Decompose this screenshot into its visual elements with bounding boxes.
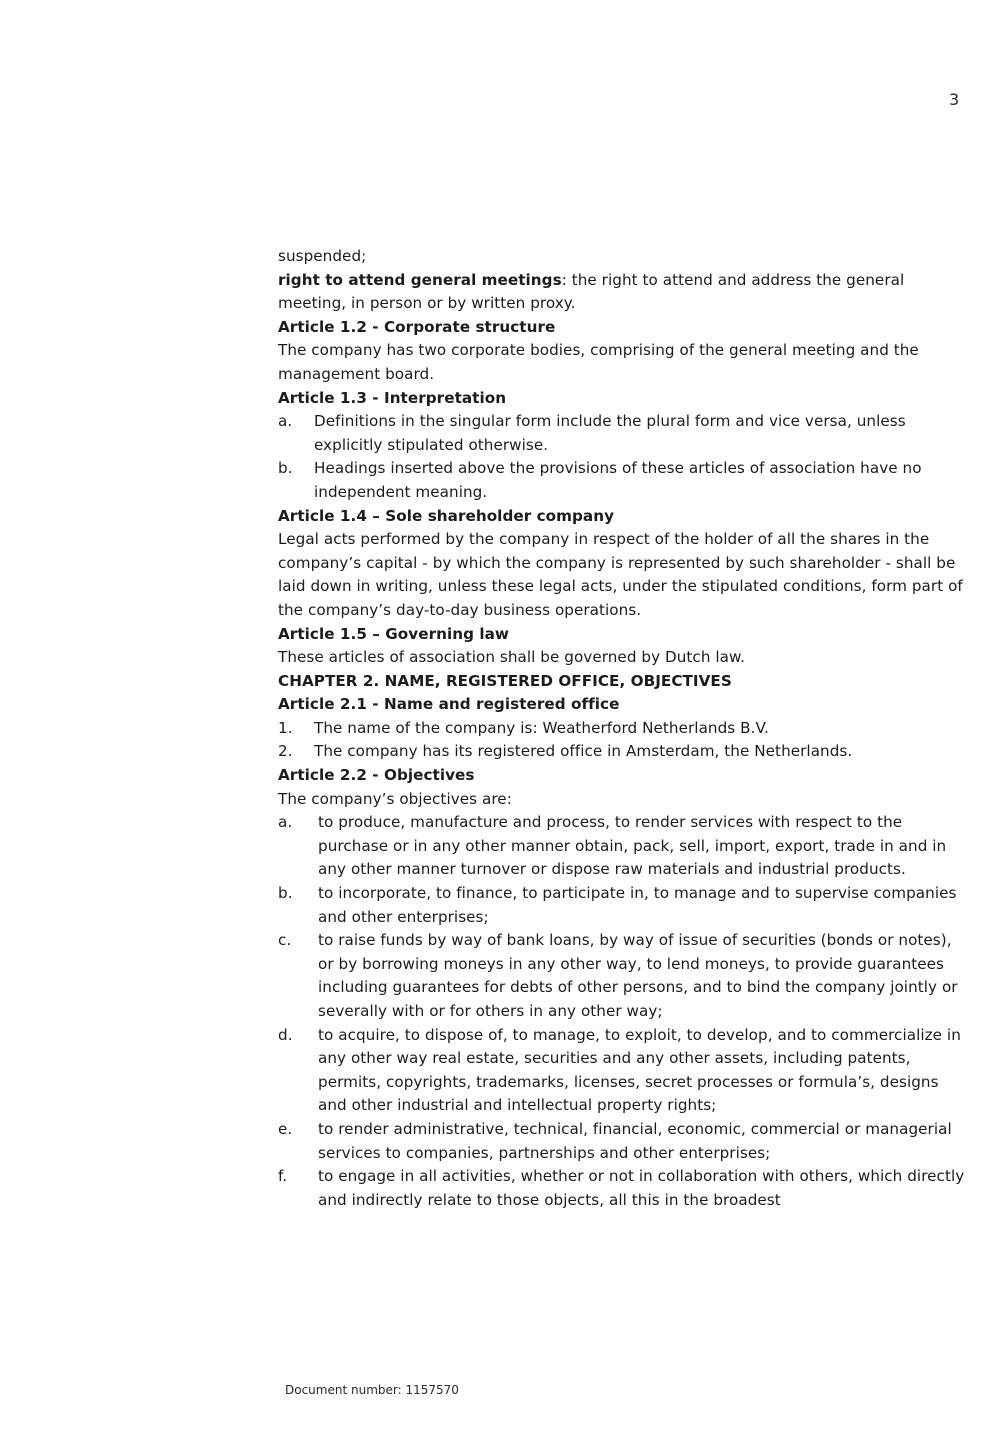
list-marker: d. [278,1025,293,1044]
document-body [278,245,968,1212]
list-marker: 2. [278,742,293,761]
list-item [278,1165,968,1212]
definition-text: : the right to attend and address the general meeting, in person or by written proxy. [278,270,905,313]
list-item-text: to render administrative, technical, financial, economic, commercial or managerial services to companies, partnerships and other enterprises; [318,1119,952,1162]
list-item [278,1024,968,1118]
list-item-text: to incorporate, to finance, to participate in, to manage and to supervise companies and other enterprises; [318,884,957,926]
continuation-text: suspended; [278,247,367,265]
list-item-text: to produce, manufacture and process, to render services with respect to the purchase or in any other manner obtain, pack, sell, import, export, trade in and in any other manner turnover or dispose raw materials and industrial products. [318,813,947,879]
chapter-2-heading: CHAPTER 2. NAME, REGISTERED OFFICE, OBJECTIVES [278,671,732,690]
list-marker: c. [278,931,292,950]
article-1-3-heading: Article 1.3 - Interpretation [278,388,507,407]
list-item-text: Definitions in the singular form include the plural form and vice versa, unless explicitly stipulated otherwise. [314,412,906,454]
list-marker: a. [278,412,293,431]
list-item-text: to engage in all activities, whether or not in collaboration with others, which directly and indirectly relate to those objects, all this in the broadest [318,1167,965,1209]
definition-term: right to attend general meetings [278,270,562,289]
list-item [278,882,968,929]
list-item-text: The name of the company is: Weatherford Netherlands B.V. [314,718,769,737]
list-item [278,740,968,764]
list-item [278,457,968,504]
list-marker: 1. [278,718,293,737]
list-item-text: to raise funds by way of bank loans, by way of issue of securities (bonds or notes), or by borrowing moneys in any other way, to lend moneys, to provide guarantees including guarantees for debts of other persons, and to bind the company jointly or severally with or for others in any other way; [318,931,958,1020]
list-marker: a. [278,813,293,832]
list-marker: b. [278,459,293,478]
list-item [278,929,968,1023]
article-1-5-body: These articles of association shall be governed by Dutch law. [278,648,745,667]
article-1-2-heading: Article 1.2 - Corporate structure [278,317,556,336]
definition-paragraph [278,269,968,316]
list-marker: b. [278,884,293,903]
list-item [278,1118,968,1165]
page-number: 3 [949,90,960,109]
list-marker: e. [278,1119,293,1138]
article-1-4-heading: Article 1.4 – Sole shareholder company [278,506,615,525]
list-item [278,717,968,741]
article-1-4-body: Legal acts performed by the company in respect of the holder of all the shares in the company’s capital - by which the company is represented by such shareholder - shall be laid down in writing, unless these legal acts, under the stipulated conditions, form part of the company’s day-to-day business operations. [278,530,963,619]
list-item [278,410,968,457]
list-item-text: The company has its registered office in Amsterdam, the Netherlands. [314,742,853,761]
article-2-1-heading: Article 2.1 - Name and registered office [278,695,620,714]
list-item-text: Headings inserted above the provisions of these articles of association have no independent meaning. [314,459,922,501]
article-1-5-heading: Article 1.5 – Governing law [278,624,509,643]
list-item-text: to acquire, to dispose of, to manage, to exploit, to develop, and to commercialize in any other way real estate, securities and any other assets, including patents, permits, copyrights, trademarks, licenses, secret processes or formula’s, designs and other industrial and intellectual property rights; [318,1025,961,1115]
list-item [278,811,968,882]
article-2-2-intro: The company’s objectives are: [278,789,512,808]
article-1-2-body: The company has two corporate bodies, comprising of the general meeting and the management board. [278,341,919,383]
list-marker: f. [278,1167,288,1186]
article-2-2-heading: Article 2.2 - Objectives [278,766,475,785]
document-number-footer: Document number: 1157570 [285,1383,459,1397]
